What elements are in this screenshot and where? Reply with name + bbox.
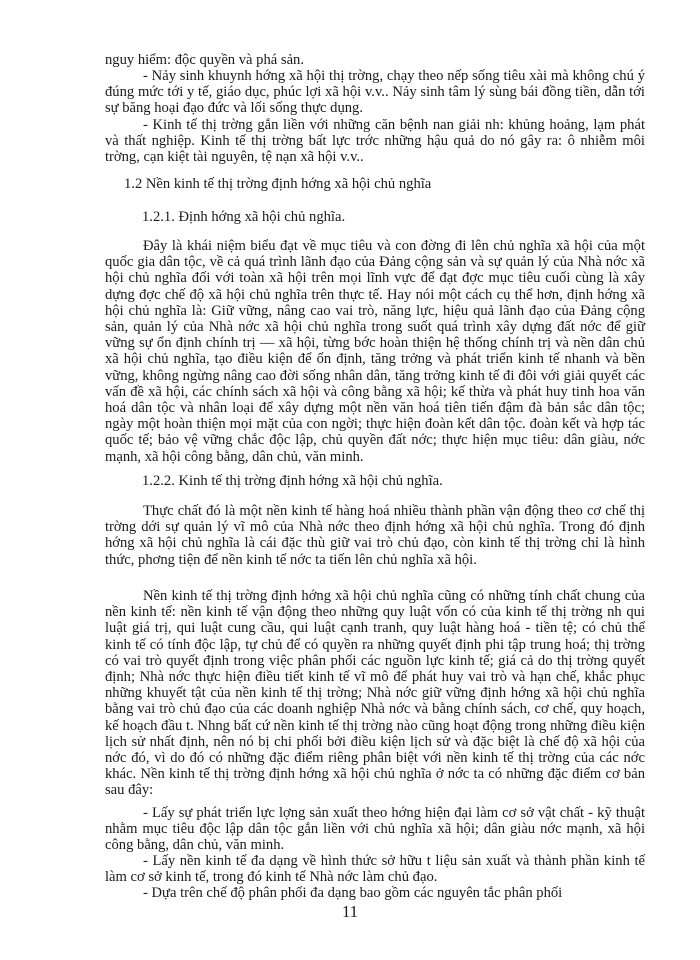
paragraph <box>105 588 645 799</box>
heading-text: 1.2 Nền kinh tế thị trờng định hớng xã hội chủ nghĩa <box>124 176 432 192</box>
text: nguy hiểm: độc quyền và phá sản. <box>105 52 304 68</box>
bullet-paragraph <box>105 117 645 166</box>
subsection-heading <box>142 209 345 225</box>
text: Nền kinh tế thị trờng định hớng xã hội chủ nghĩa cũng có những tính chất chung của nền kinh tế: nền kinh tế vận động theo những quy luật vốn có của kinh tế thị trờng nh qui luật giá trị, qui luật cung cầu, qui luật cạnh tranh, quy luật hàng hoá - tiền tệ; có chủ thể kinh tế có tính độc lập, tự chủ để có quyền ra những quyết định phi tập trung hoá; thị trờng có vai trò quyết định trong việc phân phối các nguồn lực kinh tế; giá cả do thị trờng quyết định; Nhà nớc thực hiện điều tiết kinh tế vĩ mô để phát huy vai trò và hạn chế, khắc phục những khuyết tật của nền kinh tế thị trờng; Nhà nớc giữ vững định hớng xã hội chủ nghĩa bằng vai trò chủ đạo của các doanh nghiệp Nhà nớc và bằng chính sách, cơ chế, quy hoạch, kế hoạch đầu t. Nhng bất cứ nền kinh tế thị trờng nào cũng hoạt động trong những điều kiện lịch sử nhất định, nên nó bị chi phối bởi điều kiện lịch sử và đặc biệt là chế độ xã hội của nớc đó, vì do đó có những đặc điểm riêng phân biệt với nền kinh tế thị trờng của các nớc khác. Nền kinh tế thị trờng định hớng xã hội chủ nghĩa ở nớc ta có những đặc điểm cơ bản sau đây: <box>105 588 645 799</box>
bullet-paragraph <box>105 68 645 117</box>
text: - Dựa trên chế độ phân phối đa dạng bao gồm các nguyên tắc phân phối <box>143 885 563 901</box>
text: - Nảy sinh khuynh hớng xã hội thị trờng, chạy theo nếp sống tiêu xài mà không chú ý đúng mức tới y tế, giáo dục, phúc lợi xã hội v.v.. Nảy sinh tâm lý sùng bái đồng tiền, dẫn tới sự băng hoại đạo đức và lối sống thực dụng. <box>105 68 645 117</box>
bullet-paragraph <box>105 885 645 901</box>
section-heading <box>124 176 431 192</box>
subsection-heading <box>142 473 443 489</box>
text: - Kinh tế thị trờng gắn liền với những căn bệnh nan giải nh: khủng hoảng, lạm phát và thất nghiệp. Kinh tế thị trờng bất lực trớc những hậu quả do nó gây ra: ô nhiễm môi trờng, cạn kiệt tài nguyên, tệ nạn xã hội v.v.. <box>105 117 645 166</box>
bullet-paragraph <box>105 853 645 885</box>
text: - Lấy sự phát triển lực lợng sản xuất theo hớng hiện đại làm cơ sở vật chất - kỹ thuật nhằm mục tiêu độc lập dân tộc gắn liền với chủ nghĩa xã hội; dân giàu nớc mạnh, xã hội công bằng, dân chủ, văn minh. <box>105 805 645 854</box>
text: - Lấy nền kinh tế đa dạng về hình thức sở hữu t liệu sản xuất và thành phần kinh tế làm cơ sở kinh tế, trong đó kinh tế Nhà nớc làm chủ đạo. <box>105 853 645 886</box>
page-number: 11 <box>341 902 359 921</box>
heading-text: 1.2.2. Kinh tế thị trờng định hớng xã hội chủ nghĩa. <box>142 473 443 489</box>
paragraph <box>105 238 645 465</box>
paragraph <box>105 503 645 568</box>
bullet-paragraph <box>105 805 645 854</box>
paragraph-continuation <box>105 52 645 68</box>
text: Đây là khái niệm biểu đạt về mục tiêu và con đờng đi lên chủ nghĩa xã hội của một quốc gia dân tộc, về cả quá trình lãnh đạo của Đảng cộng sản và sự quản lý của Nhà nớc xã hội chủ nghĩa đối với toàn xã hội trên mọi lĩnh vực để đạt đợc mục tiêu cuối cùng là xây dựng đợc chế độ xã hội chủ nghĩa trên thực tế. Hay nói một cách cụ thể hơn, định hớng xã hội chủ nghĩa là: Giữ vững, nâng cao vai trò, năng lực, hiệu quả lãnh đạo của Đảng cộng sản, quản lý của Nhà nớc xã hội chủ nghĩa trong suốt quá trình xây dựng đất nớc để giữ vững sự ổn định chính trị — xã hội, từng bớc hoàn thiện hệ thống chính trị và nền dân chủ xã hội chủ nghĩa, tạo điều kiện để ổn định, tăng trởng và phát triển kinh tế nhanh và bền vững, không ngừng nâng cao đời sống nhân dân, tăng trởng kinh tế đi đôi với giải quyết các vấn đề xã hội, các chính sách xã hội và công bằng xã hội; kế thừa và phát huy tinh hoa văn hoá dân tộc và nhân loại để xây dựng một nền văn hoá tiên tiến đậm đà bản sắc dân tộc; ngày một hoàn thiện mọi mặt của con ngời; thực hiện đoàn kết dân tộc. đoàn kết và hợp tác quốc tế; bảo vệ vững chắc độc lập, chủ quyền đất nớc; thực hiện mục tiêu: dân giàu, nớc mạnh, xã hội công bằng, dân chủ, văn minh. <box>105 238 645 465</box>
text: Thực chất đó là một nền kinh tế hàng hoá nhiều thành phần vận động theo cơ chế thị trờng dới sự quản lý vĩ mô của Nhà nớc theo định hớng xã hội chủ nghĩa. Trong đó định hớng xã hội chủ nghĩa là cái đặc thù giữ vai trò chủ đạo, còn kinh tế thị trờng chỉ là hình thức, phơng tiện để nền kinh tế nớc ta tiến lên chủ nghĩa xã hội. <box>105 503 645 568</box>
heading-text: 1.2.1. Định hớng xã hội chủ nghĩa. <box>142 209 346 225</box>
